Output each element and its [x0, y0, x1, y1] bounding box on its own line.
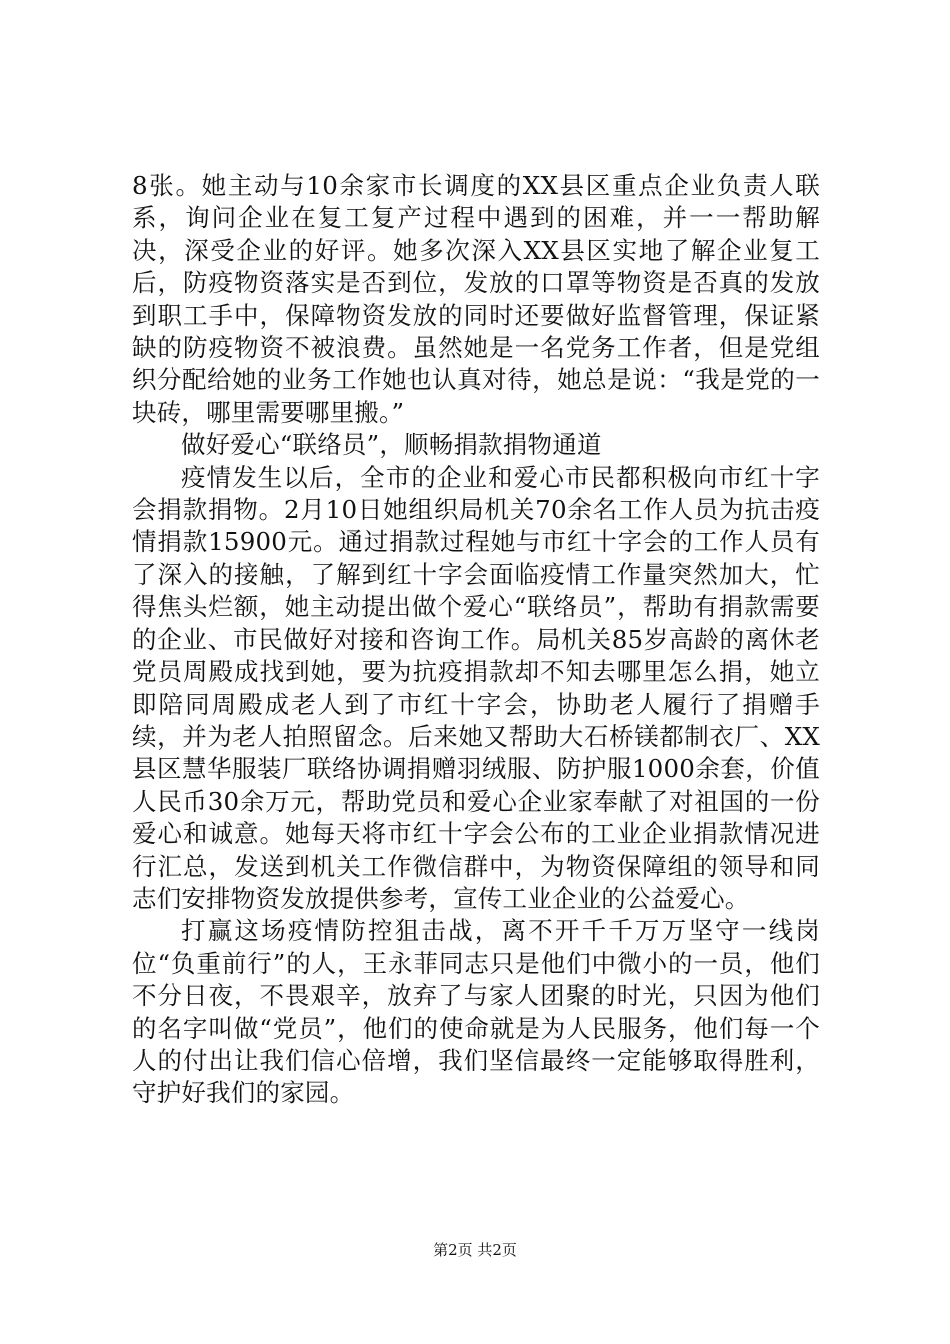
document-body	[132, 170, 820, 1110]
paragraph-donation: 疫情发生以后，全市的企业和爱心市民都积极向市红十字会捐款捐物。2月10日她组织局机关70余名工作人员为抗击疫情捐款15900元。通过捐款过程她与市红十字会的工作人员有了深入的接触，了解到红十字会面临疫情工作量突然加大，忙得焦头烂额，她主动提出做个爱心“联络员”，帮助有捐款需要的企业、市民做好对接和咨询工作。局机关85岁高龄的离休老党员周殿成找到她，要为抗疫捐款却不知去哪里怎么捐，她立即陪同周殿成老人到了市红十字会，协助老人履行了捐赠手续，并为老人拍照留念。后来她又帮助大石桥镁都制衣厂、XX县区慧华服装厂联络协调捐赠羽绒服、防护服1000余套，价值人民币30余万元，帮助党员和爱心企业家奉献了对祖国的一份爱心和诚意。她每天将市红十字会公布的工业企业捐款情况进行汇总，发送到机关工作微信群中，为物资保障组的领导和同志们安排物资发放提供参考，宣传工业企业的公益爱心。	[132, 462, 820, 913]
paragraph-conclusion: 打赢这场疫情防控狙击战，离不开千千万万坚守一线岗位“负重前行”的人，王永菲同志只是他们中微小的一员，他们不分日夜，不畏艰辛，放弃了与家人团聚的时光，只因为他们的名字叫做“党员”，他们的使命就是为人民服务，他们每一个人的付出让我们信心倍增，我们坚信最终一定能够取得胜利，守护好我们的家园。	[132, 916, 820, 1108]
paragraph-continued: 8张。她主动与10余家市长调度的XX县区重点企业负责人联系，询问企业在复工复产过程中遇到的困难，并一一帮助解决，深受企业的好评。她多次深入XX县区实地了解企业复工后，防疫物资落实是否到位，发放的口罩等物资是否真的发放到职工手中，保障物资发放的同时还要做好监督管理，保证紧缺的防疫物资不被浪费。虽然她是一名党务工作者，但是党组织分配给她的业务工作她也认真对待，她总是说：“我是党的一块砖，哪里需要哪里搬。”	[132, 171, 820, 427]
page-number-footer: 第2页 共2页	[433, 1241, 517, 1259]
section-heading: 做好爱心“联络员”，顺畅捐款捐物通道	[181, 430, 602, 460]
